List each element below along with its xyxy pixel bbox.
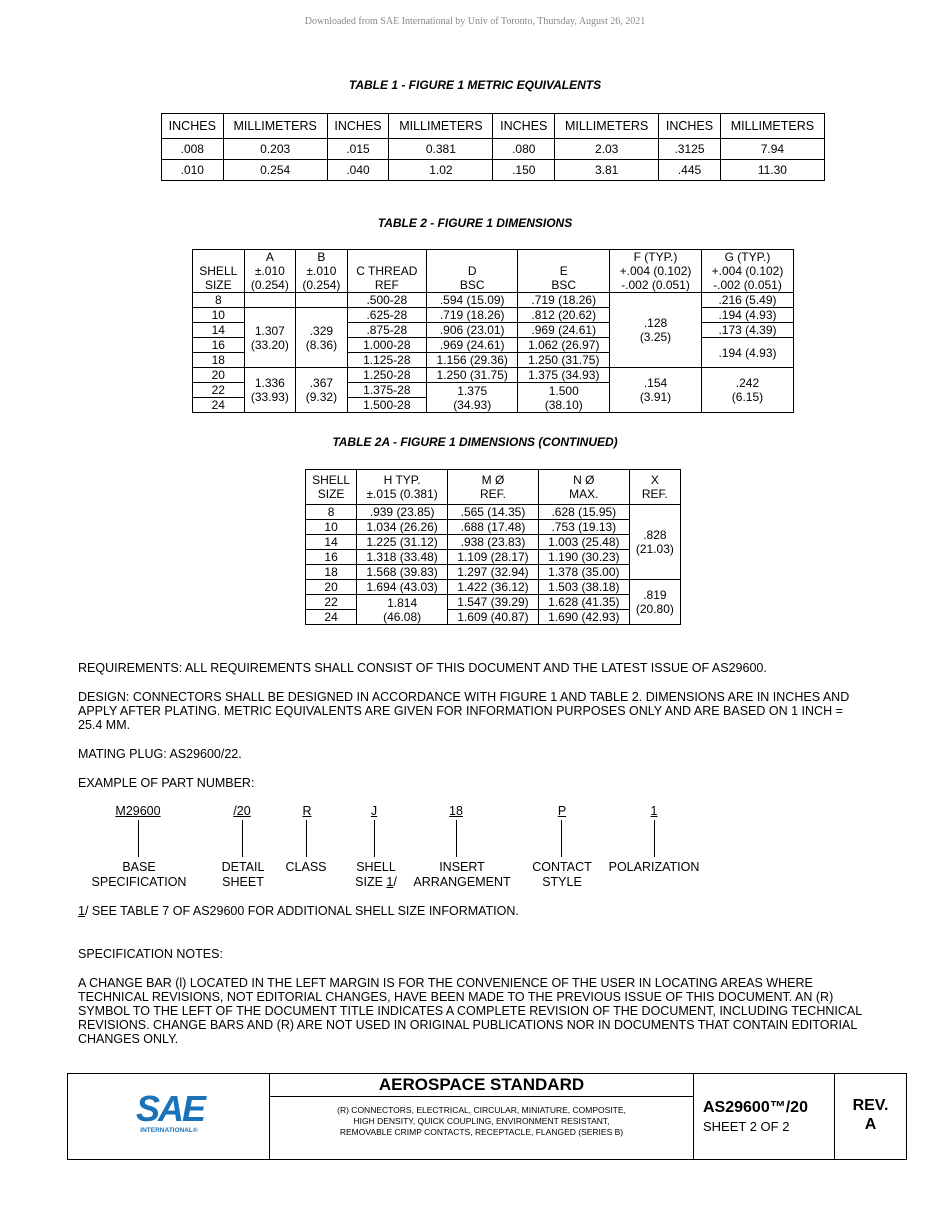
- table-cell: .3125: [659, 139, 721, 160]
- table-cell: 8: [306, 505, 357, 520]
- table-cell: .010: [162, 160, 224, 181]
- table-cell: .128 (3.25): [610, 293, 702, 368]
- pn-label-base: BASE SPECIFICATION: [91, 860, 187, 889]
- requirements-text: REQUIREMENTS: ALL REQUIREMENTS SHALL CONSIST OF THIS DOCUMENT AND THE LATEST ISSUE OF AS29600.: [78, 661, 767, 675]
- table-row: [306, 565, 681, 580]
- pn-label-detail: DETAIL SHEET: [221, 860, 265, 889]
- table-cell: .154 (3.91): [610, 368, 702, 413]
- table-cell: 1.375 (34.93): [518, 368, 610, 383]
- table-cell: .216 (5.49): [701, 293, 793, 308]
- table1-header: MILLIMETERS: [720, 114, 824, 139]
- table-row: [306, 550, 681, 565]
- table-cell: 24: [306, 610, 357, 625]
- download-watermark: Downloaded from SAE International by Univ of Toronto, Thursday, August 26, 2021: [304, 16, 646, 27]
- table-row: [306, 505, 681, 520]
- pn-code-detail: /20: [233, 804, 251, 818]
- table-row: [306, 580, 681, 595]
- table-cell: 0.254: [223, 160, 327, 181]
- table-cell: .500-28: [347, 293, 426, 308]
- table-cell: 1.690 (42.93): [538, 610, 629, 625]
- document-category: AEROSPACE STANDARD: [270, 1074, 693, 1097]
- table-cell: .173 (4.39): [701, 323, 793, 338]
- table1-header: INCHES: [493, 114, 555, 139]
- table-cell: 16: [193, 338, 245, 353]
- table2-header-c: C THREAD REF: [347, 250, 426, 293]
- document-title: (R) CONNECTORS, ELECTRICAL, CIRCULAR, MINIATURE, COMPOSITE, HIGH DENSITY, QUICK COUPLING, ENVIRONMENT RESISTANT, REMOVABLE CRIMP CONTACTS, RECEPTACLE, FLANGED (SERIES B): [337, 1105, 626, 1137]
- table-cell: .242 (6.15): [701, 368, 793, 413]
- revision: REV. A: [852, 1097, 889, 1133]
- table-cell: 10: [193, 308, 245, 323]
- pn-leader-line: [138, 820, 139, 857]
- table-cell: 1.003 (25.48): [538, 535, 629, 550]
- table-cell: .194 (4.93): [701, 308, 793, 323]
- pn-code-shell: J: [370, 804, 378, 818]
- table1: [161, 113, 825, 181]
- table-cell: .938 (23.83): [448, 535, 539, 550]
- table-row: [162, 139, 825, 160]
- table-cell: .367 (9.32): [296, 368, 348, 413]
- table2a-header-m: M Ø REF.: [448, 470, 539, 505]
- table2-header-a: A ±.010 (0.254): [244, 250, 296, 293]
- title-block: [67, 1073, 907, 1160]
- table-cell: 1.500 (38.10): [518, 383, 610, 413]
- table-cell: .628 (15.95): [538, 505, 629, 520]
- pn-label-contact: CONTACT STYLE: [532, 860, 592, 889]
- table-cell: .828 (21.03): [629, 505, 680, 580]
- table-row: [193, 368, 794, 383]
- table-cell: .329 (8.36): [296, 308, 348, 368]
- table2-header-b: B ±.010 (0.254): [296, 250, 348, 293]
- table1-header: MILLIMETERS: [223, 114, 327, 139]
- table-cell: .753 (19.13): [538, 520, 629, 535]
- pn-leader-line: [456, 820, 457, 857]
- sae-logo-subtext: INTERNATIONAL®: [140, 1127, 198, 1134]
- mating-plug-text: MATING PLUG: AS29600/22.: [78, 747, 242, 761]
- table-cell: .812 (20.62): [518, 308, 610, 323]
- table-cell: 20: [306, 580, 357, 595]
- table2a-header-n: N Ø MAX.: [538, 470, 629, 505]
- table-cell: .150: [493, 160, 555, 181]
- table2-header-g: G (TYP.) +.004 (0.102) -.002 (0.051): [701, 250, 793, 293]
- table-cell: 1.250 (31.75): [518, 353, 610, 368]
- table-cell: .015: [327, 139, 389, 160]
- table-cell: 1.250 (31.75): [426, 368, 518, 383]
- spec-notes-heading: SPECIFICATION NOTES:: [78, 947, 223, 961]
- table1-header: INCHES: [162, 114, 224, 139]
- table-cell: 1.190 (30.23): [538, 550, 629, 565]
- pn-leader-line: [242, 820, 243, 857]
- table-cell: .080: [493, 139, 555, 160]
- table-cell: 1.336 (33.93): [244, 368, 296, 413]
- table2-header-f: F (TYP.) +.004 (0.102) -.002 (0.051): [610, 250, 702, 293]
- table-cell: 1.250-28: [347, 368, 426, 383]
- table2a-header-x: X REF.: [629, 470, 680, 505]
- title-cell: [270, 1074, 694, 1159]
- table-cell: 16: [306, 550, 357, 565]
- table-cell: .040: [327, 160, 389, 181]
- logo-cell: [68, 1074, 270, 1159]
- table-cell: 1.609 (40.87): [448, 610, 539, 625]
- table-cell: 20: [193, 368, 245, 383]
- table-cell: 1.378 (35.00): [538, 565, 629, 580]
- table-cell: [296, 293, 348, 308]
- table-cell: 1.318 (33.48): [357, 550, 448, 565]
- table-cell: .565 (14.35): [448, 505, 539, 520]
- table-cell: 18: [193, 353, 245, 368]
- table-cell: .594 (15.09): [426, 293, 518, 308]
- table-cell: 10: [306, 520, 357, 535]
- table1-header: MILLIMETERS: [555, 114, 659, 139]
- table-cell: 1.125-28: [347, 353, 426, 368]
- table-cell: 0.381: [389, 139, 493, 160]
- pn-label-polarization: POLARIZATION: [608, 860, 700, 874]
- table-cell: 1.568 (39.83): [357, 565, 448, 580]
- revision-cell: [835, 1074, 906, 1159]
- table-cell: 1.02: [389, 160, 493, 181]
- table2a: [305, 469, 681, 625]
- pn-leader-line: [306, 820, 307, 857]
- table-cell: .906 (23.01): [426, 323, 518, 338]
- pn-code-polarization: 1: [650, 804, 658, 818]
- pn-leader-line: [654, 820, 655, 857]
- table-cell: 24: [193, 398, 245, 413]
- table-cell: .625-28: [347, 308, 426, 323]
- table-cell: 1.062 (26.97): [518, 338, 610, 353]
- table-cell: 1.156 (29.36): [426, 353, 518, 368]
- sheet-number: SHEET 2 OF 2: [703, 1119, 790, 1134]
- table-cell: 18: [306, 565, 357, 580]
- design-text: DESIGN: CONNECTORS SHALL BE DESIGNED IN ACCORDANCE WITH FIGURE 1 AND TABLE 2. DIMENSIONS ARE IN INCHES AND APPLY AFTER PLATING. METRIC EQUIVALENTS ARE GIVEN FOR INFORMATION PURPOSES ONLY AND ARE BASED ON 1 INCH = 25.4 MM.: [78, 690, 850, 732]
- example-heading: EXAMPLE OF PART NUMBER:: [78, 776, 255, 790]
- table1-header-row: [162, 114, 825, 139]
- table-cell: 1.297 (32.94): [448, 565, 539, 580]
- sae-logo: [136, 1088, 205, 1134]
- table-cell: 1.307 (33.20): [244, 308, 296, 368]
- table-cell: [244, 293, 296, 308]
- table2a-header-shell: SHELL SIZE: [306, 470, 357, 505]
- table1-title: TABLE 1 - FIGURE 1 METRIC EQUIVALENTS: [348, 78, 602, 92]
- table-cell: 1.694 (43.03): [357, 580, 448, 595]
- pn-label-shell: SHELL SIZE 1/: [355, 860, 397, 889]
- pn-code-class: R: [302, 804, 312, 818]
- table-cell: 1.500-28: [347, 398, 426, 413]
- pn-code-base: M29600: [115, 804, 161, 818]
- table2a-title: TABLE 2A - FIGURE 1 DIMENSIONS (CONTINUED): [332, 435, 618, 449]
- pn-label-class: CLASS: [285, 860, 327, 874]
- pn-leader-line: [561, 820, 562, 857]
- table-cell: 1.375 (34.93): [426, 383, 518, 413]
- table-cell: .969 (24.61): [518, 323, 610, 338]
- footnote-text: 1/ SEE TABLE 7 OF AS29600 FOR ADDITIONAL SHELL SIZE INFORMATION.: [78, 904, 519, 918]
- table-cell: 1.814 (46.08): [357, 595, 448, 625]
- table-cell: .445: [659, 160, 721, 181]
- table2-header-shell: SHELL SIZE: [193, 250, 245, 293]
- table-cell: 1.109 (28.17): [448, 550, 539, 565]
- table2-title: TABLE 2 - FIGURE 1 DIMENSIONS: [377, 216, 573, 230]
- table-cell: 1.225 (31.12): [357, 535, 448, 550]
- table-cell: .194 (4.93): [701, 338, 793, 368]
- table-cell: 3.81: [555, 160, 659, 181]
- table-row: [162, 160, 825, 181]
- table-cell: .719 (18.26): [426, 308, 518, 323]
- table-row: [306, 595, 681, 610]
- table1-header: MILLIMETERS: [389, 114, 493, 139]
- document-number: AS29600™/20: [703, 1099, 808, 1116]
- table-cell: 1.375-28: [347, 383, 426, 398]
- table-cell: 8: [193, 293, 245, 308]
- table2a-header-h: H TYP. ±.015 (0.381): [357, 470, 448, 505]
- table2-header-d: D BSC: [426, 250, 518, 293]
- table-row: [306, 535, 681, 550]
- table-cell: 2.03: [555, 139, 659, 160]
- table2-header-row: [193, 250, 794, 293]
- table1-header: INCHES: [327, 114, 389, 139]
- table-cell: .688 (17.48): [448, 520, 539, 535]
- doc-number-cell: [694, 1074, 835, 1159]
- table-cell: .008: [162, 139, 224, 160]
- table-cell: .819 (20.80): [629, 580, 680, 625]
- table-row: [193, 308, 794, 323]
- table1-header: INCHES: [659, 114, 721, 139]
- table-cell: .719 (18.26): [518, 293, 610, 308]
- table-cell: 14: [193, 323, 245, 338]
- pn-label-insert: INSERT ARRANGEMENT: [413, 860, 511, 889]
- table-cell: 1.422 (36.12): [448, 580, 539, 595]
- table2: [192, 249, 794, 413]
- table-cell: 1.628 (41.35): [538, 595, 629, 610]
- table-row: [306, 520, 681, 535]
- spec-notes-text: A CHANGE BAR (l) LOCATED IN THE LEFT MARGIN IS FOR THE CONVENIENCE OF THE USER IN LOCATING AREAS WHERE TECHNICAL REVISIONS, NOT EDITORIAL CHANGES, HAVE BEEN MADE TO THE PREVIOUS ISSUE OF THIS DOCUMENT. AN (R) SYMBOL TO THE LEFT OF THE DOCUMENT TITLE INDICATES A COMPLETE REVISION OF THE DOCUMENT, INCLUDING TECHNICAL REVISIONS. CHANGE BARS AND (R) ARE NOT USED IN ORIGINAL PUBLICATIONS NOR IN DOCUMENTS THAT CONTAIN EDITORIAL CHANGES ONLY.: [78, 976, 862, 1046]
- table-cell: 22: [306, 595, 357, 610]
- table-cell: 11.30: [720, 160, 824, 181]
- table-cell: 1.000-28: [347, 338, 426, 353]
- table-cell: 1.503 (38.18): [538, 580, 629, 595]
- pn-code-contact: P: [557, 804, 567, 818]
- pn-code-insert: 18: [449, 804, 463, 818]
- table-cell: 7.94: [720, 139, 824, 160]
- pn-leader-line: [374, 820, 375, 857]
- table-cell: 22: [193, 383, 245, 398]
- table2-header-e: E BSC: [518, 250, 610, 293]
- table-row: [193, 293, 794, 308]
- table-cell: 1.547 (39.29): [448, 595, 539, 610]
- table-cell: 1.034 (26.26): [357, 520, 448, 535]
- table-cell: 0.203: [223, 139, 327, 160]
- sae-logo-mark: SAE: [136, 1088, 205, 1129]
- table-cell: .875-28: [347, 323, 426, 338]
- table-cell: .939 (23.85): [357, 505, 448, 520]
- table-cell: 14: [306, 535, 357, 550]
- table-cell: .969 (24.61): [426, 338, 518, 353]
- table2a-header-row: [306, 470, 681, 505]
